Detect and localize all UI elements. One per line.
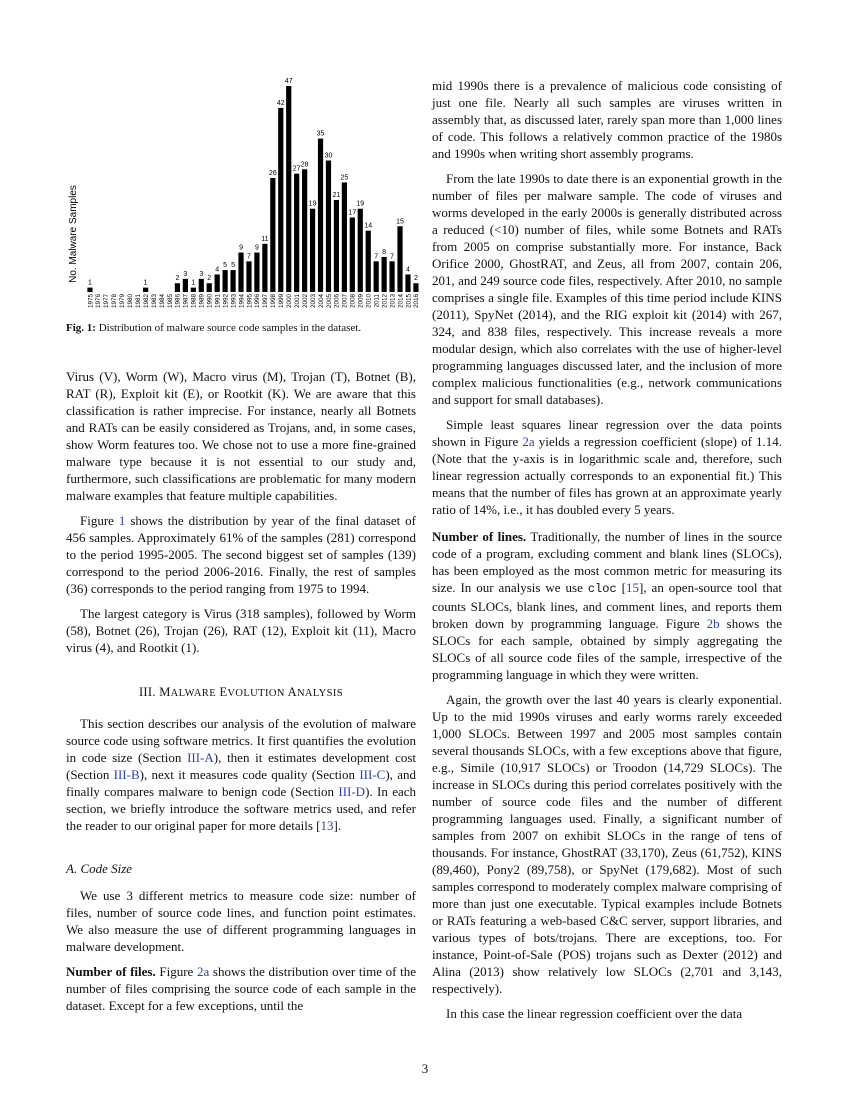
x-tick-label: 2008 (349, 294, 357, 309)
x-tick-label: 1995 (246, 294, 254, 309)
section-heading (66, 684, 416, 702)
bar (374, 261, 379, 292)
bar (183, 279, 188, 292)
run-in-heading: Number of lines. (432, 529, 527, 544)
bar (286, 86, 291, 292)
bar (143, 288, 148, 292)
bar (207, 283, 212, 292)
section-ref-link[interactable]: III-D (338, 784, 366, 799)
x-tick-label: 1991 (214, 294, 222, 309)
bar (262, 244, 267, 292)
paragraph: In this case the linear regression coefficient over the data (446, 1006, 743, 1021)
x-tick-label: 2013 (389, 294, 397, 309)
bar-value-label: 19 (308, 200, 317, 208)
caption-text: Distribution of malware source code samples in the dataset. (98, 322, 362, 334)
bar-value-label: 7 (247, 253, 251, 261)
x-tick-label: 1985 (166, 294, 174, 309)
text: [ (621, 580, 626, 595)
bar (358, 209, 363, 292)
x-tick-label: 1999 (278, 294, 286, 309)
section-ref-link[interactable]: III-C (359, 767, 386, 782)
fig-ref-link[interactable]: 2a (196, 964, 210, 979)
text: Traditionally, the number of lines in the source code of a program, excluding comment and blank lines (SLOCs), has been employed as the most common metric for measuring its size. In our analysis we use (432, 529, 782, 595)
x-tick-label: 2001 (293, 294, 301, 309)
x-tick-label: 2005 (325, 294, 333, 309)
bar (191, 288, 196, 292)
bar-value-label: 2 (175, 275, 180, 283)
bar-value-label: 42 (276, 99, 285, 107)
heading-word-rest: ALWARE (170, 688, 217, 699)
x-tick-label: 1978 (111, 294, 119, 309)
text: ). In each section, we briefly introduce the software metrics used, and refer the reader to our original paper for more details [ (66, 784, 417, 833)
text: ], an open-source tool that counts SLOCs, blank lines, and comment lines, and reports them broken down by programming language. Figure (432, 580, 783, 631)
paragraph (432, 416, 782, 518)
bar-value-label: 5 (231, 262, 236, 270)
bar (278, 108, 283, 292)
bar (215, 274, 220, 292)
bar (405, 274, 410, 292)
paragraph (432, 528, 782, 683)
bar-value-label: 3 (199, 270, 204, 278)
x-tick-label: 1976 (95, 294, 103, 309)
x-tick-label: 2011 (373, 294, 381, 308)
fig-ref-link[interactable]: 1 (118, 513, 126, 528)
subsection-heading: A. Code Size (66, 861, 133, 876)
x-tick-label: 1996 (254, 294, 262, 309)
text: This section describes our analysis of the evolution of malware source code using software metrics. It first quantifies the evolution in code size (Section (66, 716, 416, 765)
paragraph (66, 715, 416, 834)
fig-ref-link[interactable]: 2b (706, 616, 720, 631)
bar-value-label: 2 (207, 275, 212, 283)
text: yields a regression coefficient (slope) of 1.14. (Note that the y-axis is in logarithmic scale and, therefore, such linear regression actually corresponds to an exponential fit.) This means that the number of files has grown at an approximate yearly ratio of 14%, i.e., it has doubled every 5 years. (432, 434, 783, 517)
bar-value-label: 30 (324, 152, 333, 160)
x-tick-label: 1988 (190, 294, 198, 309)
bar (382, 257, 387, 292)
bar-value-label: 3 (183, 270, 188, 278)
bar (238, 253, 243, 292)
bar (350, 217, 355, 292)
bar (246, 261, 251, 292)
x-tick-label: 1990 (206, 294, 214, 309)
paragraph: We use 3 different metrics to measure code size: number of files, number of source code lines, and function point estimates. We also measure the use of different programming languages in malware development. (66, 888, 416, 954)
x-tick-label: 1989 (198, 294, 206, 309)
text: Figure (80, 513, 114, 528)
bar (326, 161, 331, 292)
bar-value-label: 19 (356, 200, 365, 208)
bar-value-label: 27 (292, 165, 301, 173)
x-tick-label: 2000 (286, 294, 294, 309)
x-tick-label: 1987 (182, 294, 190, 309)
bar (389, 261, 394, 292)
page-number: 3 (421, 1061, 429, 1076)
bar (87, 288, 92, 292)
x-tick-label: 2004 (317, 294, 325, 309)
text: Simple least squares linear regression over the data points shown in Figure (432, 417, 782, 449)
bar (302, 169, 307, 292)
run-in-heading: Number of files. (66, 964, 156, 979)
text: ), and finally compares malware to benign code (Section (66, 767, 417, 799)
bar-value-label: 1 (191, 279, 196, 287)
x-tick-label: 1992 (222, 294, 230, 309)
bar-value-label: 17 (348, 209, 357, 217)
bar-value-label: 26 (268, 170, 277, 178)
x-tick-label: 1977 (103, 294, 111, 309)
bar-value-label: 4 (215, 266, 220, 274)
paragraph: The largest category is Virus (318 samples), followed by Worm (58), Botnet (26), Trojan (26), RAT (12), Exploit kit (11), Macro virus (4), and Rootkit (1). (66, 606, 416, 655)
citation-link[interactable]: 15 (626, 580, 639, 595)
x-tick-label: 1997 (262, 294, 270, 309)
bar (270, 178, 275, 292)
paragraph (66, 963, 416, 1014)
x-tick-label: 1998 (270, 294, 278, 309)
bar-value-label: 5 (223, 262, 228, 270)
section-ref-link[interactable]: III-A (187, 750, 214, 765)
x-tick-label: 2016 (413, 294, 421, 309)
x-tick-label: 1979 (119, 294, 127, 309)
bar-value-label: 25 (340, 174, 349, 182)
x-tick-label: 1994 (238, 294, 246, 309)
bar (397, 226, 402, 292)
paragraph: Again, the growth over the last 40 years is clearly exponential. Up to the mid 1990s viruses and early worms rarely exceeded 1,000 SLOCs. Between 1997 and 2005 most samples contain several thousands SLOCs, with a few exceptions above that figure, e.g., Simile (10,917 SLOCs) or Troodon (14,729 SLOCs). The increase in SLOCs during this period correlates positively with the number of source code files and the number of different programming languages used. Finally, a significant number of samples from 2007 on exhibit SLOCs in the range of tens of thousands. For instance, GhostRAT (33,170), Zeus (61,752), KINS (89,460), Pony2 (89,758), or SpyNet (179,682). Most of such samples correspond to moderately complex malware comprising of more than just one executable. Typical examples include Botnets or RATs featuring a web-based C&C server, support libraries, and various types of bots/trojans. There are exceptions, too. For instance, Point-of-Sale (POS) trojans such as Dexter (2012) and Alina (2013) show relatively low SLOCs (2,701 and 3,143, respectively). (432, 692, 782, 996)
bar-value-label: 2 (413, 275, 418, 283)
caption-label: Fig. 1: (66, 322, 96, 334)
citation-link[interactable]: 13 (320, 818, 334, 833)
x-tick-label: 2002 (301, 294, 309, 309)
bar-value-label: 35 (316, 130, 325, 138)
text: Figure (159, 964, 194, 979)
section-number: III. (138, 685, 156, 699)
text: ), then it estimates development cost (Section (66, 750, 417, 782)
x-tick-label: 2007 (341, 294, 349, 309)
bar-value-label: 9 (239, 244, 243, 252)
x-tick-label: 1986 (174, 294, 182, 309)
bar (230, 270, 235, 292)
text: ]. (333, 818, 342, 833)
bar-value-label: 15 (396, 218, 404, 226)
bar (254, 253, 259, 292)
bar (334, 200, 339, 292)
heading-word: M (159, 685, 171, 699)
x-tick-label: 2003 (309, 294, 317, 309)
paragraph: Virus (V), Worm (W), Macro virus (M), Trojan (T), Botnet (B), RAT (R), Exploit kit (E), or Rootkit (K). We are aware that this classification is rather imprecise. For instance, nearly all Botnets and RATs can be easily considered as Trojans, and, in some cases, show Worm features too. We chose not to use a more fine-grained malware type because it is not essential to our study and, furthermore, such classifications are problematic for many modern malware examples that feature multiple capabilities. (66, 369, 416, 503)
bar (413, 283, 418, 292)
bar-value-label: 8 (382, 248, 387, 256)
bar (294, 174, 299, 292)
code-term: cloc (587, 582, 617, 596)
bar-value-label: 7 (390, 253, 395, 261)
figure-caption (66, 321, 416, 335)
bar-value-label: 11 (261, 235, 269, 243)
bar-value-label: 4 (406, 266, 410, 274)
bar-value-label: 1 (143, 279, 148, 287)
bar (175, 283, 180, 292)
text: ), next it measures code quality (Section (139, 767, 356, 782)
bar-value-label: 7 (374, 253, 379, 261)
bar (199, 279, 204, 292)
paragraph (66, 512, 416, 597)
x-tick-label: 1975 (87, 294, 95, 309)
section-ref-link[interactable]: III-B (113, 767, 140, 782)
heading-word: E (219, 685, 228, 699)
x-tick-label: 2012 (381, 294, 389, 309)
x-tick-label: 2006 (333, 294, 341, 309)
bar (342, 182, 347, 292)
x-tick-label: 2009 (357, 294, 365, 309)
text: shows the SLOCs for each sample, obtained by simply aggregating the SLOCs of all source code files of the sample, irrespective of the programming language in which they were written. (432, 616, 782, 682)
bar-value-label: 28 (300, 161, 309, 169)
bar-value-label: 1 (88, 279, 92, 287)
heading-word-rest: NALYSIS (296, 688, 344, 699)
paragraph: mid 1990s there is a prevalence of malicious code consisting of just one file. Nearly all such samples are viruses written in assembly that, as discussed later, rarely span more than 1,000 lines of code. This follows a relatively common practice of the 1980s and 1990s when writing short assembly programs. (432, 78, 782, 161)
x-tick-label: 1980 (127, 294, 135, 309)
x-tick-label: 2014 (397, 294, 405, 309)
x-tick-label: 2010 (365, 294, 373, 309)
bar-value-label: 14 (364, 222, 373, 230)
bar-value-label: 9 (254, 244, 259, 252)
x-tick-label: 2015 (405, 294, 413, 309)
text: shows the distribution by year of the final dataset of 456 samples. Approximately 61% of the samples (281) correspond to the period 1995-2005. The second biggest set of samples (139) correspond to the period 2006-2016. Finally, the rest of samples (36) corresponds to the period ranging from 1975 to 1994. (66, 513, 417, 596)
bar (366, 231, 371, 292)
heading-word: A (287, 685, 297, 699)
x-tick-label: 1981 (134, 294, 142, 309)
heading-word-rest: VOLUTION (227, 688, 285, 699)
bar (310, 209, 315, 292)
bar-value-label: 47 (284, 78, 293, 85)
x-tick-label: 1993 (230, 294, 238, 309)
paragraph: From the late 1990s to date there is an exponential growth in the number of files per malware sample. The code of viruses and worms developed in the early 2000s is generally distributed across a reduced (<10) number of files, while some Botnets and RATs from 2005 on comprise substantially more. For instance, Back Orifice 2000, GhostRAT, and Zeus, all from 2007, contain 206, 201, and 249 source code files, respectively. After 2010, no sample comprises a single file. Examples of this time period include KINS (2011), SpyNet (2014), and the RIG exploit kit (2014) with 267, 324, and 838 files, respectively. This increase reveals a more modular design, which also correlates with the use of higher-level programming languages discussed later, and the inclusion of more complex malicious functionalities (e.g., network communications and support for small databases). (432, 171, 782, 407)
bar-value-label: 21 (332, 191, 341, 199)
x-tick-label: 1984 (158, 294, 166, 309)
x-tick-label: 1982 (142, 294, 150, 309)
fig1-bar-chart (66, 74, 421, 314)
y-axis-label: No. Malware Samples (68, 185, 79, 283)
fig-ref-link[interactable]: 2a (522, 434, 535, 449)
x-tick-label: 1983 (150, 294, 158, 309)
text: shows the distribution over time of the number of files comprising the source code of each sample in the dataset. Except for a few exceptions, until the (66, 964, 416, 1013)
bar (223, 270, 228, 292)
bar (318, 139, 323, 292)
